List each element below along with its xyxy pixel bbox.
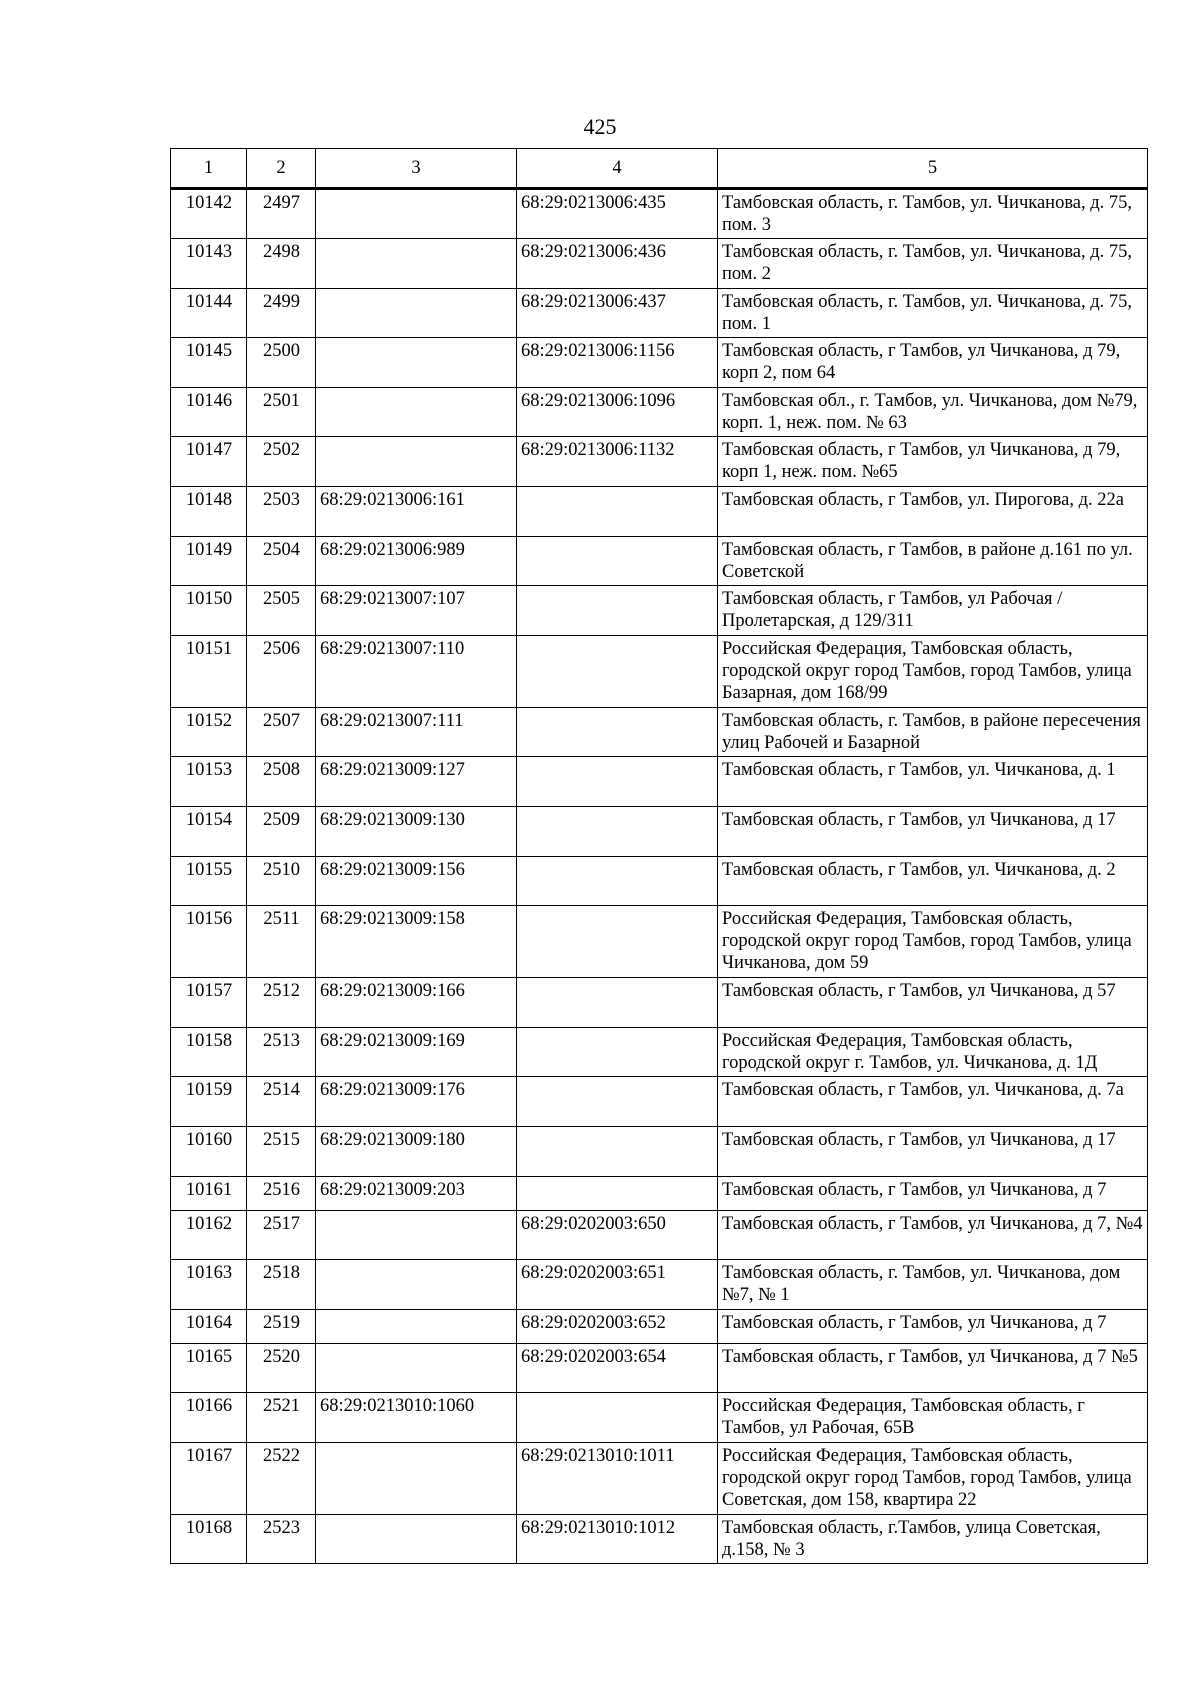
- cell-cadastral-land: 68:29:0213009:176: [316, 1077, 517, 1127]
- cell-cadastral-land: [316, 288, 517, 338]
- cell-cadastral-object: 68:29:0213006:435: [517, 189, 718, 239]
- cell-registry-number: 10166: [171, 1393, 247, 1443]
- table-row: [171, 338, 1148, 388]
- cell-cadastral-land: [316, 1442, 517, 1514]
- cell-cadastral-land: 68:29:0213009:180: [316, 1126, 517, 1176]
- table-row: [171, 288, 1148, 338]
- cell-cadastral-object: 68:29:0213010:1011: [517, 1442, 718, 1514]
- cell-registry-number: 10151: [171, 635, 247, 707]
- table-row: [171, 189, 1148, 239]
- cell-registry-number: 10144: [171, 288, 247, 338]
- cell-cadastral-land: 68:29:0213007:111: [316, 707, 517, 757]
- table-row: [171, 806, 1148, 856]
- cell-address: Тамбовская область, г Тамбов, ул Чичканова, д 7 №5: [718, 1343, 1148, 1393]
- cell-cadastral-object: 68:29:0202003:651: [517, 1260, 718, 1310]
- cell-cadastral-land: [316, 437, 517, 487]
- table-row: [171, 1027, 1148, 1077]
- cell-cadastral-object: [517, 586, 718, 636]
- cell-cadastral-object: [517, 856, 718, 906]
- cell-cadastral-object: [517, 536, 718, 586]
- table-row: [171, 437, 1148, 487]
- cell-registry-number: 10153: [171, 757, 247, 807]
- cell-cadastral-land: 68:29:0213009:169: [316, 1027, 517, 1077]
- cell-registry-number: 10154: [171, 806, 247, 856]
- cell-address: Тамбовская обл., г. Тамбов, ул. Чичканова, дом №79, корп. 1, неж. пом. № 63: [718, 387, 1148, 437]
- cell-address: Тамбовская область, г. Тамбов, ул. Чичканова, д. 75, пом. 2: [718, 239, 1148, 289]
- cell-cadastral-land: 68:29:0213009:130: [316, 806, 517, 856]
- cell-cadastral-object: [517, 1393, 718, 1443]
- cell-address: Тамбовская область, г. Тамбов, ул. Чичканова, д. 75, пом. 3: [718, 189, 1148, 239]
- cell-cadastral-land: [316, 1343, 517, 1393]
- table-row: [171, 387, 1148, 437]
- table-row: [171, 1343, 1148, 1393]
- cell-cadastral-object: [517, 806, 718, 856]
- cell-address: Тамбовская область, г Тамбов, ул Чичканова, д 17: [718, 1126, 1148, 1176]
- cell-cadastral-land: [316, 1210, 517, 1260]
- cell-item-number: 2503: [247, 486, 316, 536]
- cell-item-number: 2500: [247, 338, 316, 388]
- cell-registry-number: 10146: [171, 387, 247, 437]
- table-row: [171, 239, 1148, 289]
- table-row: [171, 1176, 1148, 1210]
- cell-cadastral-object: [517, 635, 718, 707]
- cell-registry-number: 10156: [171, 906, 247, 978]
- cell-cadastral-object: 68:29:0213006:436: [517, 239, 718, 289]
- cell-cadastral-object: 68:29:0202003:652: [517, 1309, 718, 1343]
- cell-cadastral-land: 68:29:0213007:107: [316, 586, 517, 636]
- cell-item-number: 2523: [247, 1514, 316, 1564]
- cell-address: Российская Федерация, Тамбовская область, городской округ город Тамбов, город Тамбов, улица Советская, дом 158, квартира 22: [718, 1442, 1148, 1514]
- table-row: [171, 707, 1148, 757]
- cell-registry-number: 10159: [171, 1077, 247, 1127]
- table-row: [171, 536, 1148, 586]
- cell-item-number: 2511: [247, 906, 316, 978]
- cell-registry-number: 10164: [171, 1309, 247, 1343]
- table-row: [171, 486, 1148, 536]
- cell-address: Российская Федерация, Тамбовская область, г Тамбов, ул Рабочая, 65В: [718, 1393, 1148, 1443]
- table-row: [171, 635, 1148, 707]
- cell-cadastral-object: [517, 757, 718, 807]
- cell-item-number: 2504: [247, 536, 316, 586]
- cell-cadastral-object: [517, 906, 718, 978]
- cell-item-number: 2522: [247, 1442, 316, 1514]
- column-header-4: 4: [517, 149, 718, 189]
- cell-item-number: 2518: [247, 1260, 316, 1310]
- cell-address: Тамбовская область, г Тамбов, ул Чичканова, д 7, №4: [718, 1210, 1148, 1260]
- cell-address: Тамбовская область, г. Тамбов, ул. Чичканова, д. 75, пом. 1: [718, 288, 1148, 338]
- cell-item-number: 2510: [247, 856, 316, 906]
- table-row: [171, 1393, 1148, 1443]
- table-row: [171, 1126, 1148, 1176]
- cell-registry-number: 10160: [171, 1126, 247, 1176]
- column-header-5: 5: [718, 149, 1148, 189]
- cell-registry-number: 10167: [171, 1442, 247, 1514]
- cell-registry-number: 10161: [171, 1176, 247, 1210]
- table-row: [171, 586, 1148, 636]
- cell-address: Тамбовская область, г Тамбов, ул Чичканова, д 17: [718, 806, 1148, 856]
- cell-cadastral-land: 68:29:0213006:989: [316, 536, 517, 586]
- cell-cadastral-object: 68:29:0213006:1156: [517, 338, 718, 388]
- column-header-2: 2: [247, 149, 316, 189]
- cell-address: Тамбовская область, г Тамбов, ул. Чичканова, д. 2: [718, 856, 1148, 906]
- cell-cadastral-object: 68:29:0213010:1012: [517, 1514, 718, 1564]
- cell-cadastral-land: 68:29:0213006:161: [316, 486, 517, 536]
- cell-registry-number: 10168: [171, 1514, 247, 1564]
- cell-item-number: 2499: [247, 288, 316, 338]
- cell-address: Тамбовская область, г Тамбов, ул. Пирогова, д. 22а: [718, 486, 1148, 536]
- cell-item-number: 2516: [247, 1176, 316, 1210]
- cell-item-number: 2498: [247, 239, 316, 289]
- cell-address: Российская Федерация, Тамбовская область, городской округ город Тамбов, город Тамбов, улица Базарная, дом 168/99: [718, 635, 1148, 707]
- cell-registry-number: 10147: [171, 437, 247, 487]
- header-row: [171, 149, 1148, 189]
- cell-cadastral-object: 68:29:0202003:650: [517, 1210, 718, 1260]
- cell-cadastral-land: 68:29:0213009:127: [316, 757, 517, 807]
- cell-address: Тамбовская область, г Тамбов, в районе д.161 по ул. Советской: [718, 536, 1148, 586]
- cell-cadastral-land: 68:29:0213010:1060: [316, 1393, 517, 1443]
- table-row: [171, 1514, 1148, 1564]
- cell-cadastral-land: 68:29:0213009:166: [316, 978, 517, 1028]
- cell-address: Российская Федерация, Тамбовская область, городской округ город Тамбов, город Тамбов, улица Чичканова, дом 59: [718, 906, 1148, 978]
- registry-table: [170, 148, 1148, 1564]
- cell-cadastral-object: [517, 1027, 718, 1077]
- cell-cadastral-land: 68:29:0213009:156: [316, 856, 517, 906]
- cell-registry-number: 10145: [171, 338, 247, 388]
- table-row: [171, 856, 1148, 906]
- cell-cadastral-object: [517, 1126, 718, 1176]
- table-row: [171, 978, 1148, 1028]
- cell-item-number: 2501: [247, 387, 316, 437]
- cell-address: Российская Федерация, Тамбовская область, городской округ г. Тамбов, ул. Чичканова, д. 1Д: [718, 1027, 1148, 1077]
- cell-cadastral-object: 68:29:0213006:1132: [517, 437, 718, 487]
- cell-registry-number: 10149: [171, 536, 247, 586]
- cell-cadastral-object: [517, 707, 718, 757]
- cell-cadastral-land: 68:29:0213007:110: [316, 635, 517, 707]
- cell-registry-number: 10148: [171, 486, 247, 536]
- cell-item-number: 2507: [247, 707, 316, 757]
- cell-address: Тамбовская область, г Тамбов, ул Чичканова, д 79, корп 1, неж. пом. №65: [718, 437, 1148, 487]
- cell-registry-number: 10165: [171, 1343, 247, 1393]
- cell-address: Тамбовская область, г. Тамбов, в районе пересечения улиц Рабочей и Базарной: [718, 707, 1148, 757]
- cell-cadastral-land: 68:29:0213009:203: [316, 1176, 517, 1210]
- column-header-3: 3: [316, 149, 517, 189]
- cell-cadastral-land: [316, 1260, 517, 1310]
- cell-address: Тамбовская область, г.Тамбов, улица Советская, д.158, № 3: [718, 1514, 1148, 1564]
- table-row: [171, 1210, 1148, 1260]
- cell-cadastral-object: [517, 978, 718, 1028]
- cell-item-number: 2512: [247, 978, 316, 1028]
- cell-cadastral-land: [316, 1309, 517, 1343]
- cell-registry-number: 10158: [171, 1027, 247, 1077]
- table-row: [171, 906, 1148, 978]
- cell-cadastral-land: 68:29:0213009:158: [316, 906, 517, 978]
- cell-registry-number: 10152: [171, 707, 247, 757]
- cell-item-number: 2520: [247, 1343, 316, 1393]
- cell-registry-number: 10150: [171, 586, 247, 636]
- cell-address: Тамбовская область, г Тамбов, ул Рабочая /Пролетарская, д 129/311: [718, 586, 1148, 636]
- cell-address: Тамбовская область, г Тамбов, ул. Чичканова, д. 7а: [718, 1077, 1148, 1127]
- table-row: [171, 1309, 1148, 1343]
- cell-item-number: 2513: [247, 1027, 316, 1077]
- cell-item-number: 2517: [247, 1210, 316, 1260]
- cell-registry-number: 10163: [171, 1260, 247, 1310]
- cell-cadastral-object: 68:29:0202003:654: [517, 1343, 718, 1393]
- table-row: [171, 1077, 1148, 1127]
- cell-registry-number: 10142: [171, 189, 247, 239]
- cell-cadastral-object: [517, 1077, 718, 1127]
- page-number: 425: [583, 114, 617, 139]
- table-row: [171, 757, 1148, 807]
- cell-address: Тамбовская область, г Тамбов, ул. Чичканова, д. 1: [718, 757, 1148, 807]
- table-row: [171, 1260, 1148, 1310]
- cell-item-number: 2497: [247, 189, 316, 239]
- cell-item-number: 2508: [247, 757, 316, 807]
- cell-cadastral-object: 68:29:0213006:437: [517, 288, 718, 338]
- cell-cadastral-land: [316, 338, 517, 388]
- cell-item-number: 2514: [247, 1077, 316, 1127]
- cell-registry-number: 10155: [171, 856, 247, 906]
- cell-cadastral-object: [517, 1176, 718, 1210]
- cell-item-number: 2505: [247, 586, 316, 636]
- cell-cadastral-land: [316, 1514, 517, 1564]
- cell-address: Тамбовская область, г Тамбов, ул Чичканова, д 57: [718, 978, 1148, 1028]
- cell-cadastral-object: [517, 486, 718, 536]
- cell-address: Тамбовская область, г. Тамбов, ул. Чичканова, дом №7, № 1: [718, 1260, 1148, 1310]
- cell-cadastral-land: [316, 387, 517, 437]
- cell-registry-number: 10162: [171, 1210, 247, 1260]
- cell-cadastral-land: [316, 239, 517, 289]
- cell-item-number: 2506: [247, 635, 316, 707]
- cell-item-number: 2502: [247, 437, 316, 487]
- cell-item-number: 2519: [247, 1309, 316, 1343]
- cell-item-number: 2509: [247, 806, 316, 856]
- cell-registry-number: 10143: [171, 239, 247, 289]
- column-header-1: 1: [171, 149, 247, 189]
- cell-cadastral-land: [316, 189, 517, 239]
- cell-item-number: 2515: [247, 1126, 316, 1176]
- table-row: [171, 1442, 1148, 1514]
- cell-cadastral-object: 68:29:0213006:1096: [517, 387, 718, 437]
- cell-address: Тамбовская область, г Тамбов, ул Чичканова, д 7: [718, 1176, 1148, 1210]
- cell-item-number: 2521: [247, 1393, 316, 1443]
- cell-address: Тамбовская область, г Тамбов, ул Чичканова, д 7: [718, 1309, 1148, 1343]
- cell-address: Тамбовская область, г Тамбов, ул Чичканова, д 79, корп 2, пом 64: [718, 338, 1148, 388]
- cell-registry-number: 10157: [171, 978, 247, 1028]
